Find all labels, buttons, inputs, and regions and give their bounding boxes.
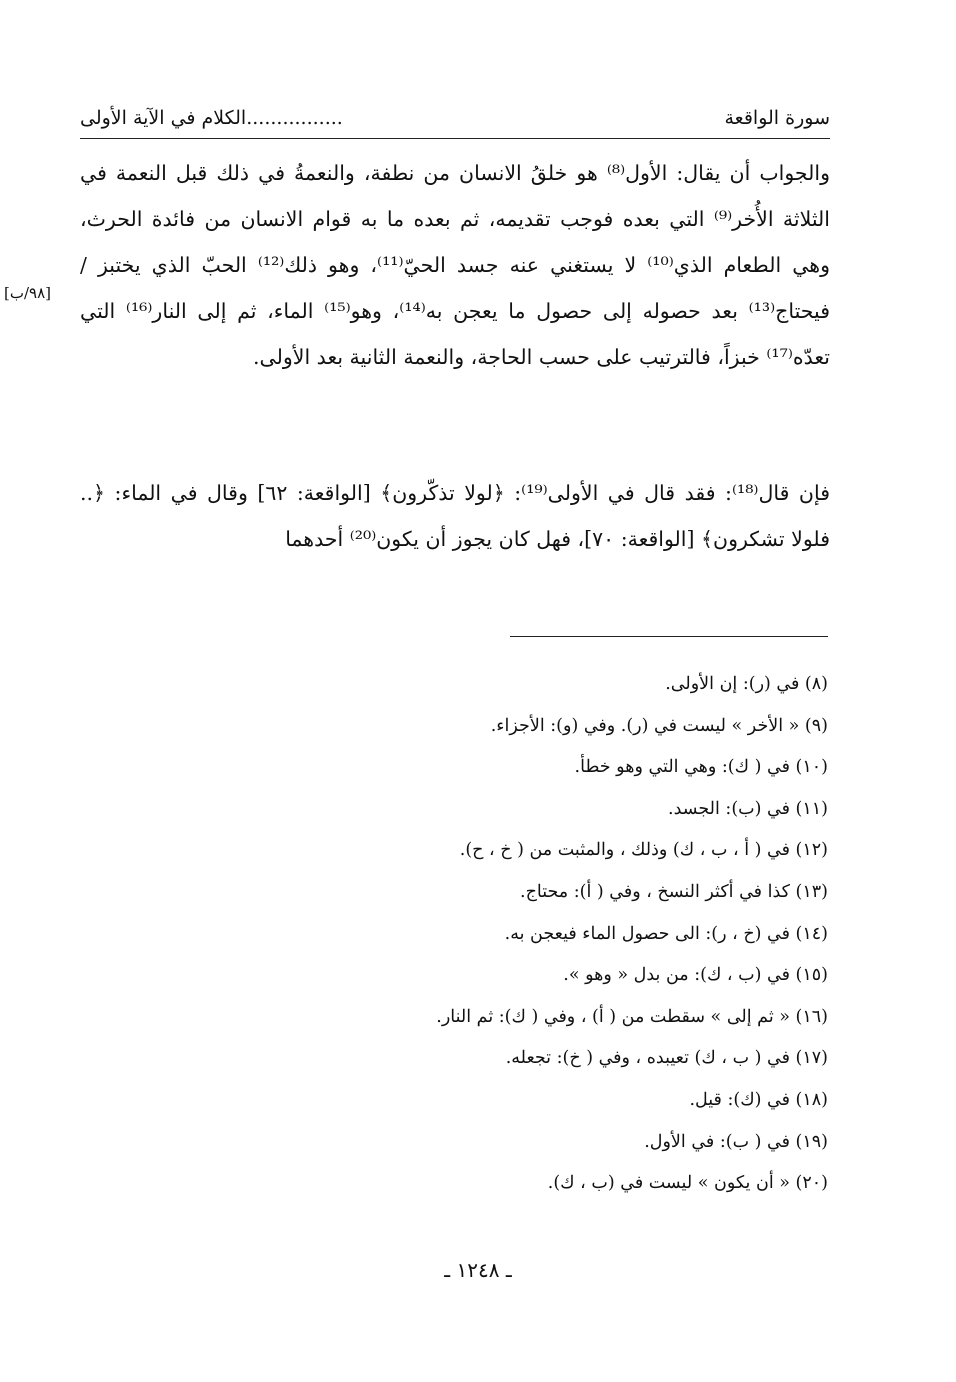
footnote-item: (١٨) في (ك): قيل.: [689, 1089, 828, 1110]
footnote-item: (١٢) في ( أ ، ب ، ك) وذلك ، والمثبت من ( خ ، ح).: [459, 840, 828, 861]
manuscript-folio-marker: [٩٨/ب]: [4, 284, 52, 302]
footnote-item: (١٤) في (خ ، ر): الى حصول الماء فيعجن به.: [504, 923, 828, 944]
paragraph-text: فإن قال⁽¹⁸⁾: فقد قال في الأولى⁽¹⁹⁾: ﴿لولا تذكّرون﴾ [الواقعة: ٦٢] وقال في الماء: ﴿.. فلولا تشكرون﴾ [الواقعة: ٧٠]، فهل كان يجوز أن يكون⁽²⁰⁾ أحدهما: [80, 481, 830, 551]
running-header: [80, 100, 830, 136]
paragraph-answer: [80, 150, 830, 380]
footnote-divider: [510, 636, 828, 637]
footnote-item: (١٣) كذا في أكثر النسخ ، وفي ( أ): محتاج.: [520, 881, 828, 902]
section-title: ................الكلام في الآية الأولى: [80, 107, 343, 129]
surah-title: سورة الواقعة: [724, 107, 830, 129]
footnote-item: (٨) في (ر): إن الأولى.: [665, 674, 828, 694]
page-number: ـ ١٢٤٨ ـ: [444, 1258, 512, 1282]
header-divider: [80, 138, 830, 139]
paragraph-text: والجواب أن يقال: الأول⁽⁸⁾ هو خلقُ الانسان من نطفة، والنعمةُ في ذلك قبل النعمة في الثلاثة الأُخر⁽⁹⁾ التي بعده فوجب تقديمه، ثم بعده ما به قوام الانسان من فائدة الحرث، وهي الطعام الذي⁽¹⁰⁾ لا يستغني عنه جسد الحيّ⁽¹¹⁾، وهو ذلك⁽¹²⁾ الحبّ الذي يختبز / فيحتاج⁽¹³⁾ بعد حصوله إلى حصول ما يعجن به⁽¹⁴⁾، وهو⁽¹⁵⁾ الماء، ثم إلى النار⁽¹⁶⁾ التي تعدّه⁽¹⁷⁾ خبزاً، فالترتيب على حسب الحاجة، والنعمة الثانية بعد الأولى.: [80, 161, 831, 369]
footnote-item: (٢٠) « أن يكون » ليست في (ب ، ك).: [547, 1173, 828, 1194]
footnote-item: (١٥) في (ب ، ك): من بدل « وهو ».: [563, 965, 828, 986]
footnote-item: (١٠) في ( ك): وهي التي وهو خطأ.: [574, 757, 828, 778]
footnote-item: (١٦) « ثم إلى » سقطت من ( أ) ، وفي ( ك): ثم النار.: [436, 1006, 828, 1027]
footnote-item: (١٩) في ( ب): في الأول.: [644, 1131, 828, 1152]
footnotes-list: [300, 664, 828, 1205]
footnote-item: (١٧) في ( ب ، ك) تعيبده ، وفي ( خ): تجعله.: [505, 1048, 828, 1069]
footnote-item: (١١) في (ب): الجسد.: [668, 798, 828, 819]
paragraph-question: [80, 470, 830, 562]
footnote-item: (٩) « الأخر » ليست في (ر). وفي (و): الأجزاء.: [490, 715, 828, 736]
